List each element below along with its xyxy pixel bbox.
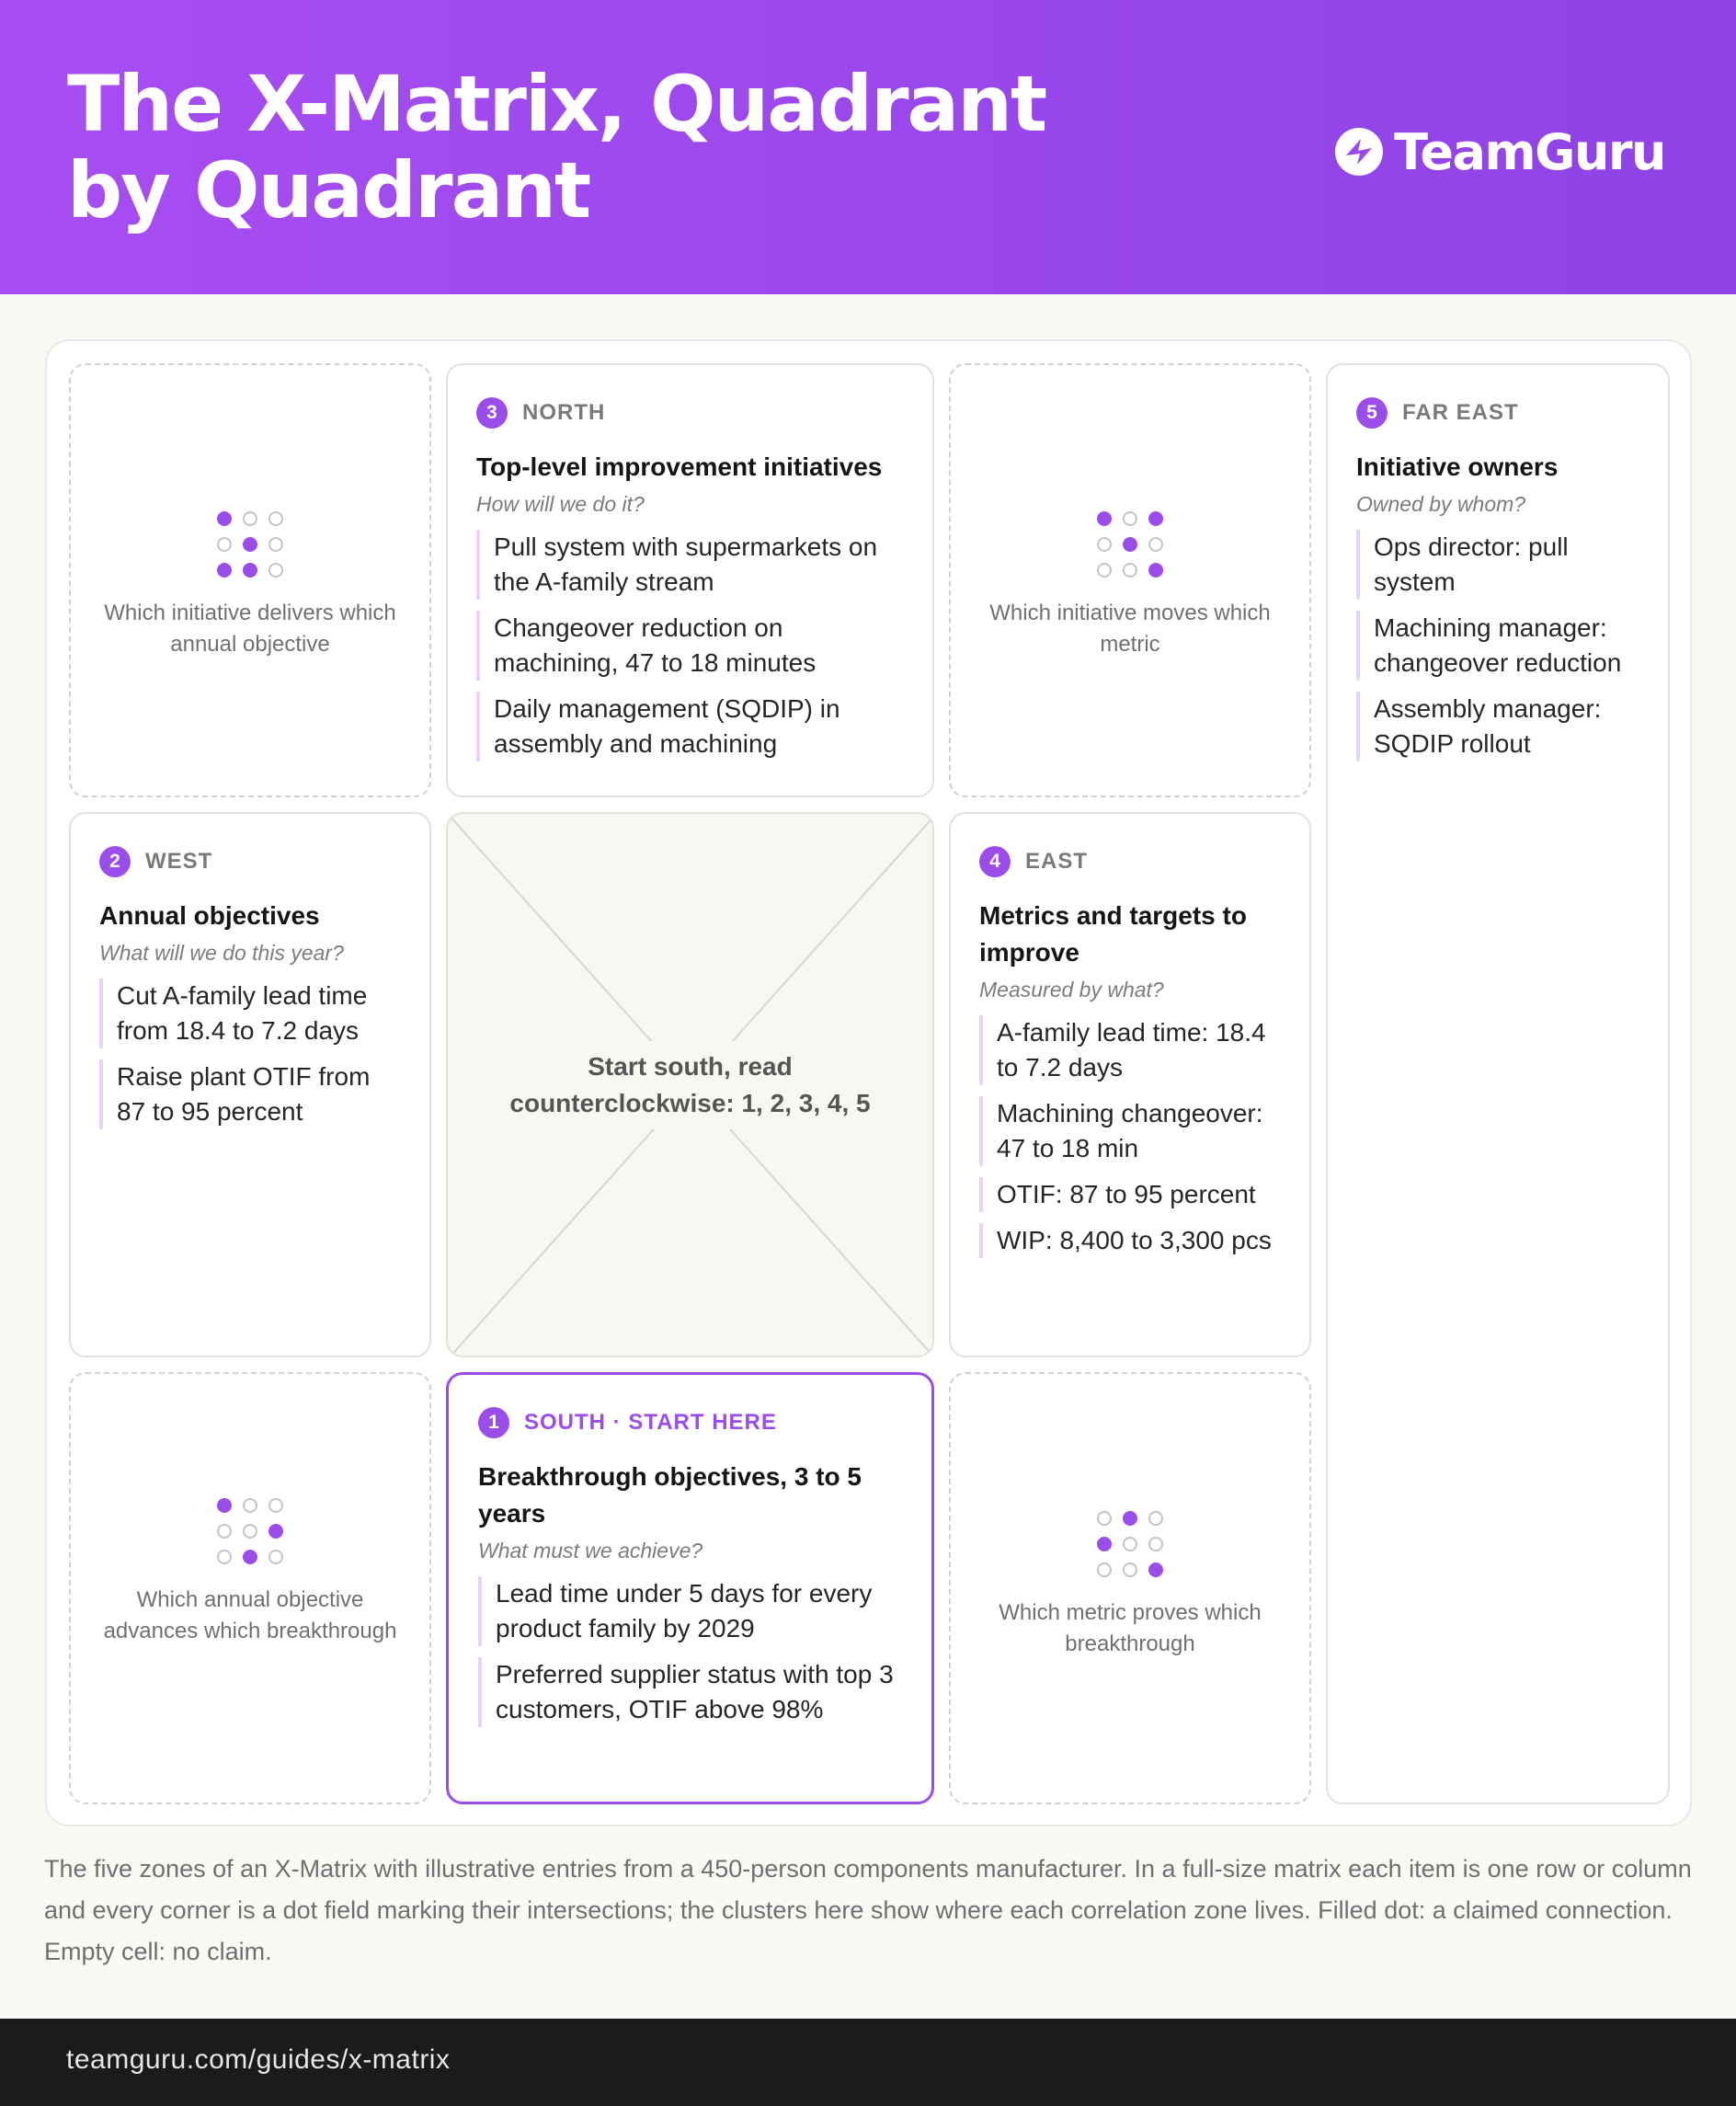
zone-title: Breakthrough objectives, 3 to 5 years <box>478 1462 862 1528</box>
empty-dot <box>243 1498 257 1513</box>
corner-bottom-left <box>69 1372 431 1804</box>
corner-bottom-right <box>949 1372 1311 1804</box>
empty-dot <box>243 511 257 526</box>
zone-question: Owned by whom? <box>1356 492 1526 516</box>
list-item: A-family lead time: 18.4 to 7.2 days <box>979 1015 1287 1085</box>
corner-top-left <box>69 363 431 797</box>
empty-dot <box>1148 537 1163 552</box>
filled-dot <box>1097 511 1112 526</box>
zone-far-east <box>1326 363 1670 1804</box>
empty-dot <box>1123 511 1137 526</box>
list-item: Raise plant OTIF from 87 to 95 percent <box>99 1059 404 1129</box>
zone-question: What will we do this year? <box>99 941 344 965</box>
filled-dot <box>243 563 257 578</box>
zone-west <box>69 812 431 1357</box>
zone-kicker: FAR EAST <box>1402 400 1519 425</box>
filled-dot <box>217 563 232 578</box>
x-matrix-board <box>45 339 1692 1826</box>
zone-east <box>949 812 1311 1357</box>
list-item: WIP: 8,400 to 3,300 pcs <box>979 1223 1287 1258</box>
dot-field <box>951 1511 1309 1577</box>
corner-label: Which metric proves which breakthrough <box>999 1600 1262 1656</box>
zone-title: Annual objectives <box>99 901 320 930</box>
corner-top-right <box>949 363 1311 797</box>
empty-dot <box>1097 537 1112 552</box>
corner-label: Which initiative delivers which annual objective <box>104 601 396 657</box>
step-number: 4 <box>979 846 1011 877</box>
empty-dot <box>243 1524 257 1539</box>
teamguru-logo-icon <box>1333 126 1385 177</box>
corner-label: Which initiative moves which metric <box>989 601 1271 657</box>
empty-dot <box>1148 1537 1163 1551</box>
filled-dot <box>243 1550 257 1564</box>
figure-caption: The five zones of an X-Matrix with illustrative entries from a 450-person components manufacturer. In a full-size matrix each item is one row or column and every corner is a dot field marking their intersections; the clusters here show where each correlation zone lives. Filled dot: a claimed connection. Empty cell: no claim. <box>44 1855 1692 1965</box>
corner-label: Which annual objective advances which breakthrough <box>103 1587 397 1643</box>
list-item: Ops director: pull system <box>1356 530 1642 600</box>
list-item: Machining manager: changeover reduction <box>1356 611 1642 681</box>
brand-name: TeamGuru <box>1394 122 1665 181</box>
filled-dot <box>1148 563 1163 578</box>
empty-dot <box>1123 1562 1137 1577</box>
zone-title: Top-level improvement initiatives <box>476 452 883 481</box>
empty-dot <box>268 563 283 578</box>
empty-dot <box>1097 1562 1112 1577</box>
zone-south <box>446 1372 934 1804</box>
list-item: Lead time under 5 days for every product family by 2029 <box>478 1576 904 1646</box>
header-banner <box>0 0 1736 294</box>
empty-dot <box>268 1550 283 1564</box>
zone-question: Measured by what? <box>979 978 1164 1001</box>
step-number: 3 <box>476 397 508 429</box>
step-number: 5 <box>1356 397 1388 429</box>
dot-field <box>951 511 1309 578</box>
filled-dot <box>217 511 232 526</box>
step-number: 1 <box>478 1407 509 1438</box>
brand <box>1333 123 1665 180</box>
empty-dot <box>1123 563 1137 578</box>
zone-north <box>446 363 934 797</box>
empty-dot <box>217 1550 232 1564</box>
zone-kicker: SOUTH · START HERE <box>524 1410 777 1435</box>
page-title: The X-Matrix, Quadrant by Quadrant <box>67 59 1046 235</box>
dot-field <box>71 511 429 578</box>
zone-kicker: EAST <box>1025 849 1089 874</box>
empty-dot <box>1123 1537 1137 1551</box>
list-item: Cut A-family lead time from 18.4 to 7.2 days <box>99 979 404 1048</box>
empty-dot <box>1097 563 1112 578</box>
list-item: Daily management (SQDIP) in assembly and machining <box>476 692 903 761</box>
zone-title: Initiative owners <box>1356 452 1559 481</box>
filled-dot <box>1148 511 1163 526</box>
center-label: Start south, read counterclockwise: 1, 2, 3, 4, 5 <box>497 1041 884 1129</box>
zone-question: How will we do it? <box>476 492 645 516</box>
dot-field <box>71 1498 429 1564</box>
filled-dot <box>243 537 257 552</box>
empty-dot <box>268 1498 283 1513</box>
empty-dot <box>217 537 232 552</box>
footer <box>0 2019 1736 2106</box>
list-item: Machining changeover: 47 to 18 min <box>979 1096 1287 1166</box>
zone-question: What must we achieve? <box>478 1539 703 1562</box>
filled-dot <box>1148 1562 1163 1577</box>
list-item: Changeover reduction on machining, 47 to 18 minutes <box>476 611 903 681</box>
list-item: Pull system with supermarkets on the A-family stream <box>476 530 903 600</box>
filled-dot <box>1123 1511 1137 1526</box>
zone-kicker: WEST <box>145 849 213 874</box>
filled-dot <box>217 1498 232 1513</box>
empty-dot <box>217 1524 232 1539</box>
filled-dot <box>268 1524 283 1539</box>
empty-dot <box>1097 1511 1112 1526</box>
filled-dot <box>1097 1537 1112 1551</box>
footer-url: teamguru.com/guides/x-matrix <box>66 2044 451 2075</box>
list-item: Assembly manager: SQDIP rollout <box>1356 692 1642 761</box>
filled-dot <box>1123 537 1137 552</box>
empty-dot <box>268 537 283 552</box>
empty-dot <box>268 511 283 526</box>
zone-title: Metrics and targets to improve <box>979 901 1247 967</box>
zone-kicker: NORTH <box>522 400 606 425</box>
empty-dot <box>1148 1511 1163 1526</box>
step-number: 2 <box>99 846 131 877</box>
list-item: OTIF: 87 to 95 percent <box>979 1177 1287 1212</box>
list-item: Preferred supplier status with top 3 customers, OTIF above 98% <box>478 1657 904 1727</box>
center-x <box>446 812 934 1357</box>
